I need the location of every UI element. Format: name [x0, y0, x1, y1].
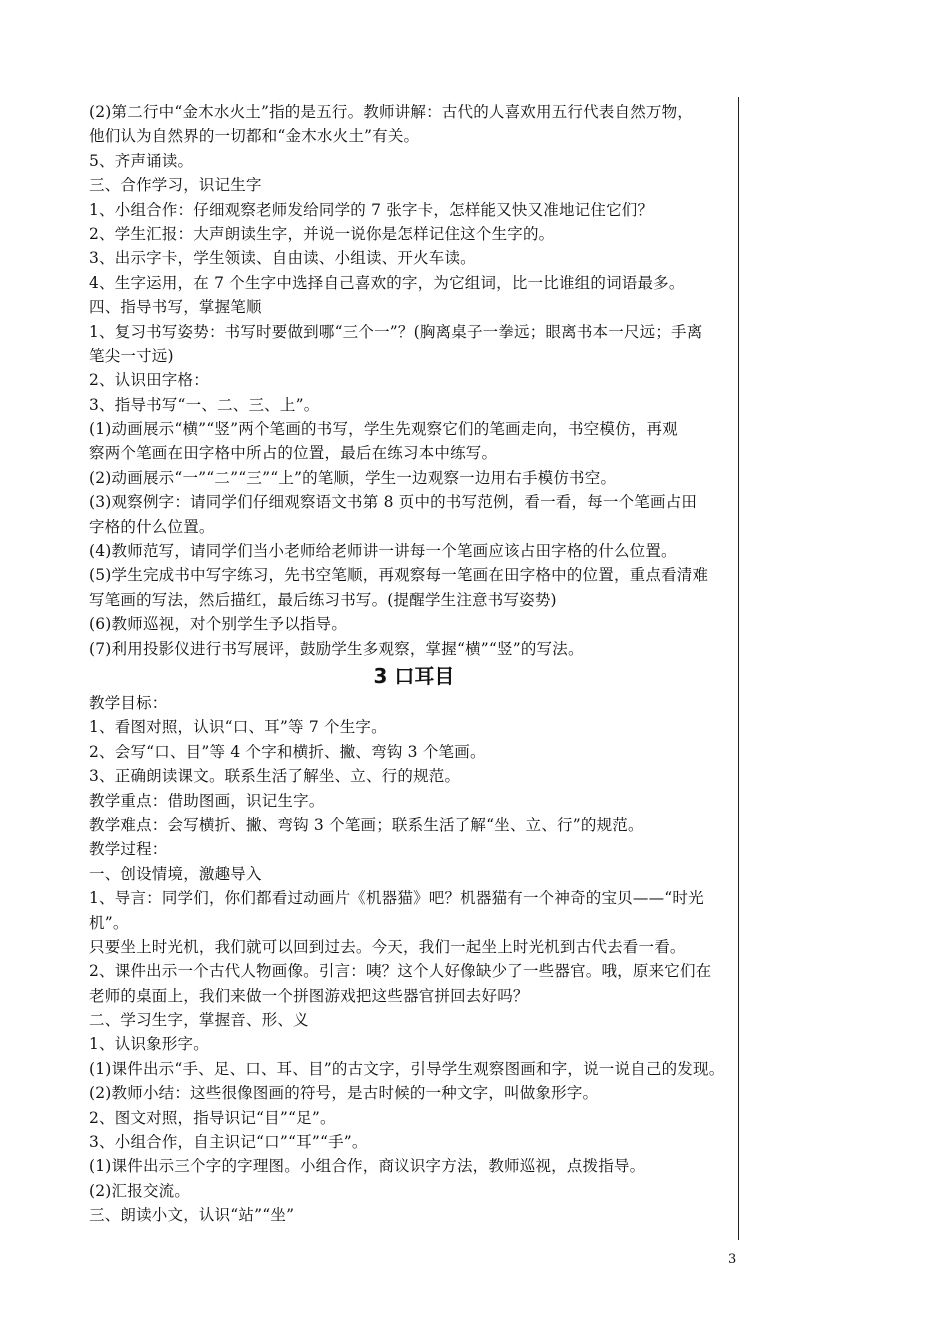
- text-line: (3)观察例字：请同学们仔细观察语文书第 8 页中的书写范例，看一看，每一个笔画占田: [89, 493, 698, 512]
- text-line: 字格的什么位置。: [89, 517, 215, 536]
- text-line: 5、齐声诵读。: [89, 151, 194, 170]
- text-line: 一、创设情境，激趣导入: [89, 864, 262, 883]
- text-line: 2、会写“口、目”等 4 个字和横折、撇、弯钩 3 个笔画。: [89, 742, 486, 761]
- text-line: (2)第二行中“金木水火土”指的是五行。教师讲解：古代的人喜欢用五行代表自然万物，: [89, 103, 694, 121]
- text-line: 二、学习生字，掌握音、形、义: [89, 1011, 309, 1030]
- text-line: 教学目标：: [89, 693, 168, 712]
- text-line: 2、认识田字格：: [89, 371, 209, 390]
- text-line: (4)教师范写，请同学们当小老师给老师讲一讲每一个笔画应该占田字格的什么位置。: [89, 542, 677, 561]
- text-line: 3、小组合作，自主识记“口”“耳”“手”。: [89, 1133, 368, 1152]
- lesson-2-section: [89, 100, 739, 661]
- lesson-3-section: [89, 691, 739, 1228]
- text-line: 笔尖一寸远): [89, 346, 174, 365]
- page-content: [89, 100, 739, 1228]
- text-line: 1、认识象形字。: [89, 1035, 209, 1054]
- text-line: (1)课件出示“手、足、口、耳、目”的古文字，引导学生观察图画和字，说一说自己的发现。: [89, 1059, 725, 1078]
- text-line: 机”。: [89, 913, 129, 932]
- text-line: 4、生字运用，在 7 个生字中选择自己喜欢的字，为它组词，比一比谁组的词语最多。: [89, 273, 685, 292]
- text-line: 3、出示字卡，学生领读、自由读、小组读、开火车读。: [89, 249, 476, 268]
- text-line: 三、朗读小文，认识“站”“坐”: [89, 1206, 295, 1225]
- text-line: 四、指导书写，掌握笔顺: [89, 298, 262, 317]
- text-line: 1、看图对照，认识“口、耳”等 7 个生字。: [89, 718, 387, 737]
- text-line: (1)动画展示“横”“竖”两个笔画的书写，学生先观察它们的笔画走向，书空模仿，再观: [89, 420, 678, 439]
- text-line: 他们认为自然界的一切都和“金木水火土”有关。: [89, 127, 420, 146]
- text-line: 写笔画的写法，然后描红，最后练习书写。(提醒学生注意书写姿势): [89, 590, 557, 609]
- text-line: 1、复习书写姿势：书写时要做到哪“三个一”？(胸离桌子一拳远；眼离书本一尺远；手离: [89, 322, 703, 341]
- text-line: 3、正确朗读课文。联系生活了解坐、立、行的规范。: [89, 767, 461, 786]
- text-line: 只要坐上时光机，我们就可以回到过去。今天，我们一起坐上时光机到古代去看一看。: [89, 937, 686, 956]
- text-line: 教学难点：会写横折、撇、弯钩 3 个笔画；联系生活了解“坐、立、行”的规范。: [89, 815, 644, 834]
- text-line: (2)汇报交流。: [89, 1181, 191, 1200]
- text-line: 教学过程：: [89, 840, 168, 859]
- text-line: (5)学生完成书中写字练习，先书空笔顺，再观察每一笔画在田字格中的位置，重点看清难: [89, 566, 709, 585]
- text-line: 1、小组合作：仔细观察老师发给同学的 7 张字卡，怎样能又快又准地记住它们？: [89, 200, 654, 219]
- text-line: (7)利用投影仪进行书写展评，鼓励学生多观察，掌握“横”“竖”的写法。: [89, 639, 584, 658]
- text-line: 察两个笔画在田字格中所占的位置，最后在练习本中练写。: [89, 444, 498, 463]
- text-line: 三、合作学习，识记生字: [89, 176, 262, 195]
- text-line: (1)课件出示三个字的字理图。小组合作，商议识字方法，教师巡视，点拨指导。: [89, 1157, 646, 1176]
- text-line: 2、学生汇报：大声朗读生字，并说一说你是怎样记住这个生字的。: [89, 224, 555, 243]
- text-line: 老师的桌面上，我们来做一个拼图游戏把这些器官拼回去好吗？: [89, 986, 529, 1005]
- text-line: 2、课件出示一个古代人物画像。引言：咦？这个人好像缺少了一些器官。哦，原来它们在: [89, 962, 712, 981]
- lesson-title: 3 口耳目: [373, 663, 455, 688]
- text-line: 2、图文对照，指导识记“目”“足”。: [89, 1108, 336, 1127]
- text-line: (2)教师小结：这些很像图画的符号，是古时候的一种文字，叫做象形字。: [89, 1084, 599, 1103]
- text-line: (2)动画展示“一”“二”“三”“上”的笔顺，学生一边观察一边用右手模仿书空。: [89, 468, 617, 487]
- text-line: 3、指导书写“一、二、三、上”。: [89, 395, 320, 414]
- text-line: 1、导言：同学们，你们都看过动画片《机器猫》吧？机器猫有一个神奇的宝贝——“时光: [89, 889, 704, 908]
- text-line: 教学重点：借助图画，识记生字。: [89, 791, 325, 810]
- text-line: (6)教师巡视，对个别学生予以指导。: [89, 615, 348, 634]
- page-number: 3: [728, 1252, 737, 1267]
